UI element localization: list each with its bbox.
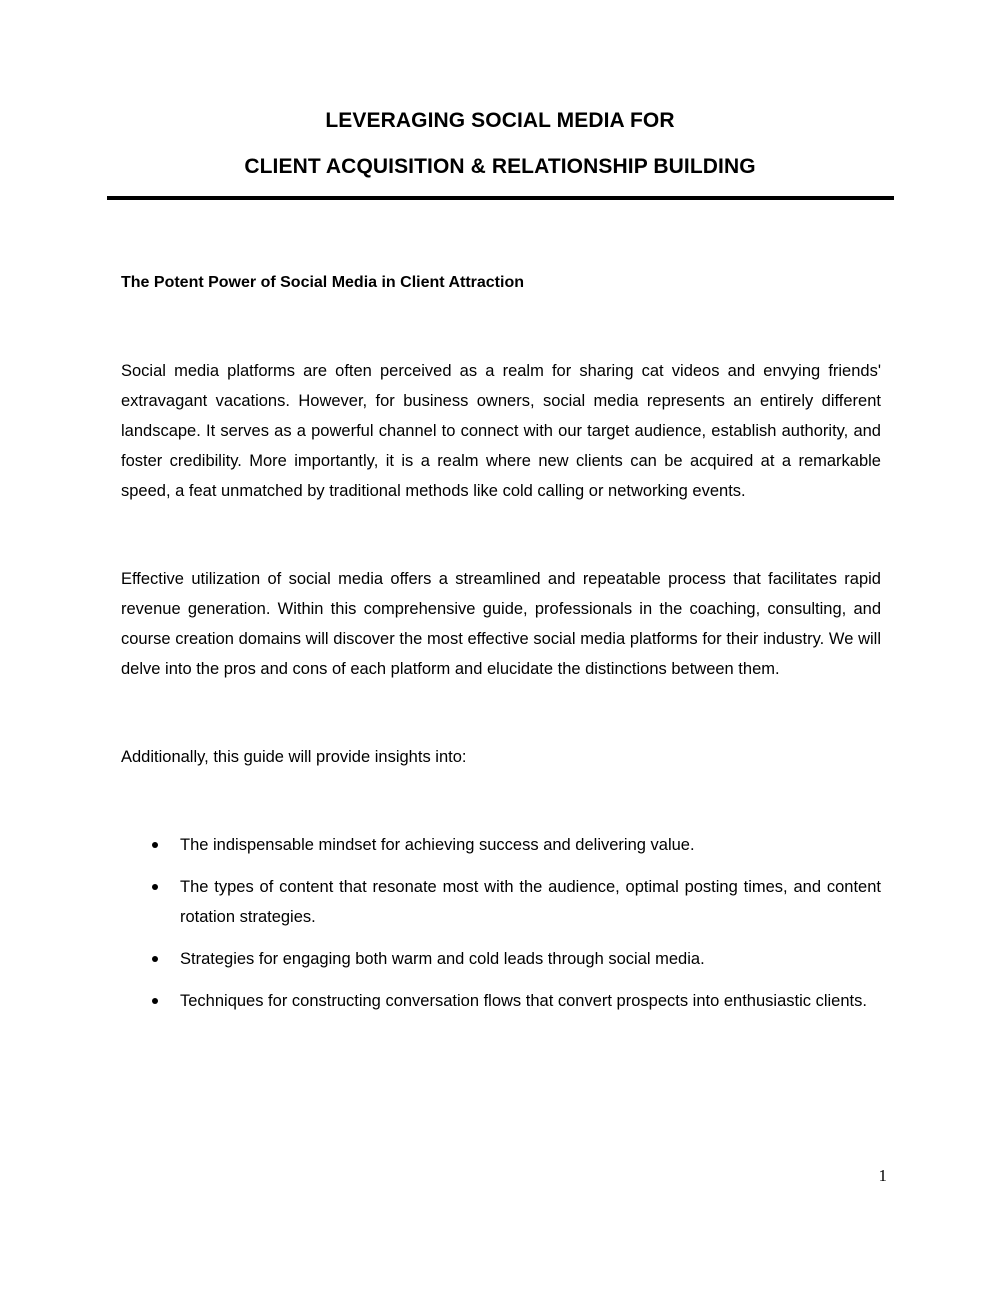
list-item-text: The types of content that resonate most with the audience, optimal posting times, and content rotation strategies. <box>180 878 881 926</box>
body-paragraph-2: Effective utilization of social media offers a streamlined and repeatable process that facilitates rapid revenue generation. Within this comprehensive guide, professionals in the coaching, consulting, and course creation domains will discover the most effective social media platforms for their industry. We will delve into the pros and cons of each platform and elucidate the distinctions between them. <box>121 570 881 678</box>
bullet-point-icon <box>152 998 158 1004</box>
title-divider-rule <box>107 196 894 200</box>
body-paragraph-1: Social media platforms are often perceived as a realm for sharing cat videos and envying friends' extravagant vacations. However, for business owners, social media represents an entirely different landscape. It serves as a powerful channel to connect with our target audience, establish authority, and foster credibility. More importantly, it is a realm where new clients can be acquired at a remarkable speed, a feat unmatched by traditional methods like cold calling or networking events. <box>121 362 881 500</box>
spacer <box>121 772 881 830</box>
list-item-text: The indispensable mindset for achieving success and delivering value. <box>180 836 695 854</box>
list-item <box>121 830 881 860</box>
bullet-point-icon <box>152 884 158 890</box>
document-title-line-1: LEVERAGING SOCIAL MEDIA FOR <box>325 109 675 132</box>
body-paragraph-3: Additionally, this guide will provide insights into: <box>121 748 467 766</box>
spacer <box>121 298 881 356</box>
list-item-text: Techniques for constructing conversation flows that convert prospects into enthusiastic clients. <box>180 992 867 1010</box>
page-number: 1 <box>878 1166 887 1185</box>
document-title <box>107 98 893 190</box>
spacer <box>121 684 881 742</box>
bullet-point-icon <box>152 842 158 848</box>
document-title-line-2: CLIENT ACQUISITION & RELATIONSHIP BUILDING <box>244 155 756 178</box>
list-item <box>121 944 881 974</box>
list-item-text: Strategies for engaging both warm and cold leads through social media. <box>180 950 705 968</box>
bullet-point-icon <box>152 956 158 962</box>
document-body <box>121 268 881 1016</box>
insights-bullet-list <box>121 830 881 1016</box>
list-item <box>121 872 881 932</box>
section-heading: The Potent Power of Social Media in Client Attraction <box>121 274 524 291</box>
list-item <box>121 986 881 1016</box>
spacer <box>121 506 881 564</box>
